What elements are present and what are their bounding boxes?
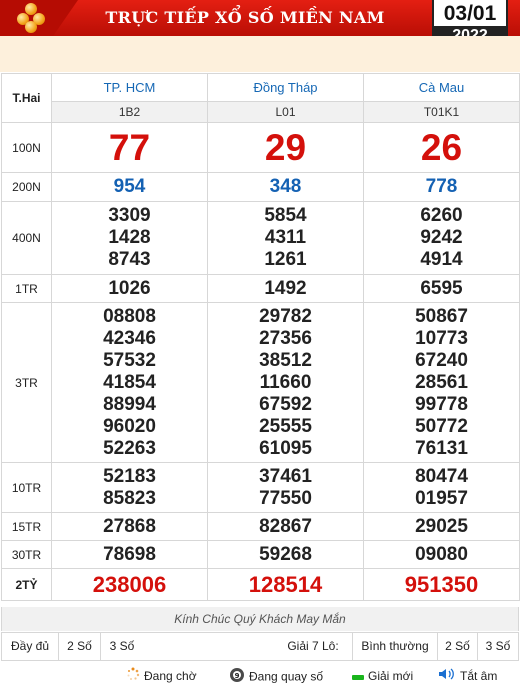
prize-cell: [364, 541, 520, 569]
prize-row-3tr: [2, 303, 520, 463]
prize-number: 29782: [259, 305, 312, 327]
prize-number: 1492: [264, 277, 307, 299]
prize-number: 50772: [415, 415, 468, 437]
prize-number: 85823: [103, 487, 156, 509]
prize-number: 4311: [264, 227, 307, 248]
prize-label: 3TR: [2, 303, 52, 463]
prize-number: 5854: [264, 205, 307, 226]
prize-cell: [364, 202, 520, 275]
prize-label: 10TR: [2, 463, 52, 513]
speaker-icon: [438, 667, 456, 686]
lottery-logo: [0, 0, 78, 36]
prize-number: 77: [108, 126, 151, 168]
legend-new-prize-label: Giải mới: [368, 669, 414, 683]
prize-number: 50867: [415, 305, 468, 327]
prize-number: 67240: [415, 349, 468, 371]
prize-cell: [52, 513, 208, 541]
prize-cell: [364, 513, 520, 541]
prize-number: 59268: [259, 543, 312, 565]
mute-toggle[interactable]: [438, 667, 497, 685]
prize-number: 29025: [415, 515, 468, 537]
prize-number: 61095: [259, 437, 312, 459]
province-name[interactable]: Cà Mau: [364, 74, 520, 102]
new-prize-marker-icon: [352, 668, 364, 686]
legend-spinning-label: Đang quay số: [249, 669, 324, 684]
prize-number: 52183: [103, 465, 156, 487]
prize-cell: [52, 123, 208, 173]
option-three-digits-button[interactable]: 3 Số: [109, 639, 135, 653]
prize-number: 96020: [103, 415, 156, 437]
prize-number: 67592: [259, 393, 312, 415]
prize-number: 41854: [103, 371, 156, 393]
display-options-bar: [1, 632, 519, 661]
prize-number: 9242: [420, 227, 463, 248]
prize-cell: [52, 202, 208, 275]
prize-label: 15TR: [2, 513, 52, 541]
results-table: [1, 73, 520, 601]
prize-number: 52263: [103, 437, 156, 459]
ticket-code: 1B2: [52, 102, 208, 123]
prize-cell: [208, 541, 364, 569]
prize-number: 01957: [415, 487, 468, 509]
prize-number: 27868: [103, 515, 156, 537]
jackpot-number: 951350: [404, 571, 479, 597]
prize-cell: [208, 569, 364, 601]
loading-icon: [126, 667, 140, 686]
ticket-code-row: [2, 102, 520, 123]
prize-row-10tr: [2, 463, 520, 513]
prize-row-200n: [2, 173, 520, 202]
prize-number: 77550: [259, 487, 312, 509]
prize-number: 778: [425, 176, 458, 197]
prize-number: 10773: [415, 327, 468, 349]
prize-number: 3309: [108, 205, 151, 226]
prize-cell: [364, 303, 520, 463]
prize-cell: [52, 463, 208, 513]
prize-number: 08808: [103, 305, 156, 327]
prize-number: 25555: [259, 415, 312, 437]
prize-cell: [208, 513, 364, 541]
option-prize7-two-button[interactable]: 2 Số: [438, 633, 478, 660]
prize-cell: [208, 275, 364, 303]
prize-number: 1026: [108, 277, 151, 299]
prize-number: 82867: [259, 515, 312, 537]
prize-label: 200N: [2, 173, 52, 202]
header-spacer: [0, 36, 520, 72]
prize-number: 1428: [108, 227, 151, 248]
prize-number: 37461: [259, 465, 312, 487]
prize-number: 78698: [103, 543, 156, 565]
prize-cell: [52, 275, 208, 303]
svg-text:9: 9: [234, 672, 240, 680]
prize-cell: [52, 303, 208, 463]
legend-spinning: [229, 667, 323, 685]
ticket-code: T01K1: [364, 102, 520, 123]
prize-label: 100N: [2, 123, 52, 173]
province-name[interactable]: TP. HCM: [52, 74, 208, 102]
prize-label: 400N: [2, 202, 52, 275]
prize7-label: Giải 7 Lô:: [287, 639, 339, 653]
status-legend: [0, 661, 520, 690]
prize-number: 99778: [415, 393, 468, 415]
ticket-code: L01: [208, 102, 364, 123]
prize-cell: [364, 463, 520, 513]
prize-number: 8743: [108, 249, 151, 270]
prize-cell: [52, 569, 208, 601]
prize-number: 88994: [103, 393, 156, 415]
legend-waiting: [126, 667, 197, 685]
province-row: [2, 74, 520, 102]
option-two-digits-button[interactable]: 2 Số: [59, 633, 101, 660]
prize-number: 26: [420, 126, 463, 168]
prize-number: 38512: [259, 349, 312, 371]
prize-row-400n: [2, 202, 520, 275]
jackpot-number: 238006: [92, 571, 167, 597]
option-prize7-three-button[interactable]: 3 Số: [485, 639, 511, 653]
prize-label: 2TỶ: [2, 569, 52, 601]
prize-number: 80474: [415, 465, 468, 487]
prize-row-special: [2, 569, 520, 601]
option-normal-button[interactable]: Bình thường: [352, 633, 438, 660]
prize-cell: [364, 173, 520, 202]
prize-cell: [52, 173, 208, 202]
prize-number: 27356: [259, 327, 312, 349]
prize-number: 4914: [420, 249, 463, 270]
legend-mute-label: Tắt âm: [460, 669, 498, 683]
weekday-label: T.Hai: [2, 74, 52, 123]
prize-cell: [208, 173, 364, 202]
prize-cell: [208, 123, 364, 173]
prize-cell: [364, 569, 520, 601]
option-full-button[interactable]: Đầy đủ: [2, 633, 59, 660]
legend-waiting-label: Đang chờ: [144, 669, 197, 683]
prize-number: 28561: [415, 371, 468, 393]
prize-number: 6595: [420, 277, 463, 299]
prize-cell: [52, 541, 208, 569]
prize-number: 29: [264, 126, 307, 168]
prize-number: 1261: [264, 249, 307, 270]
prize-number: 6260: [420, 205, 463, 226]
prize-number: 11660: [259, 371, 312, 393]
prize-number: 348: [269, 176, 302, 197]
prize-cell: [364, 123, 520, 173]
draw-date: 03/01: [443, 2, 497, 25]
prize-cell: [208, 303, 364, 463]
good-luck-message: Kính Chúc Quý Khách May Mắn: [1, 607, 519, 631]
prize-row-15tr: [2, 513, 520, 541]
prize-number: 09080: [415, 543, 468, 565]
spinning-ball-icon: [229, 667, 245, 688]
prize-number: 954: [113, 176, 146, 197]
prize-row-100n: [2, 123, 520, 173]
lottery-balls-icon: [14, 3, 48, 33]
prize-cell: [208, 463, 364, 513]
prize-number: 57532: [103, 349, 156, 371]
jackpot-number: 128514: [248, 571, 323, 597]
page-title: TRỰC TIẾP XỔ SỐ MIỀN NAM: [105, 8, 385, 27]
legend-new-prize: [352, 667, 413, 685]
province-name[interactable]: Đồng Tháp: [208, 74, 364, 102]
prize-number: 76131: [415, 437, 468, 459]
prize-number: 42346: [103, 327, 156, 349]
prize-cell: [208, 202, 364, 275]
prize-row-30tr: [2, 541, 520, 569]
prize-label: 1TR: [2, 275, 52, 303]
prize-label: 30TR: [2, 541, 52, 569]
prize-row-1tr: [2, 275, 520, 303]
prize-cell: [364, 275, 520, 303]
